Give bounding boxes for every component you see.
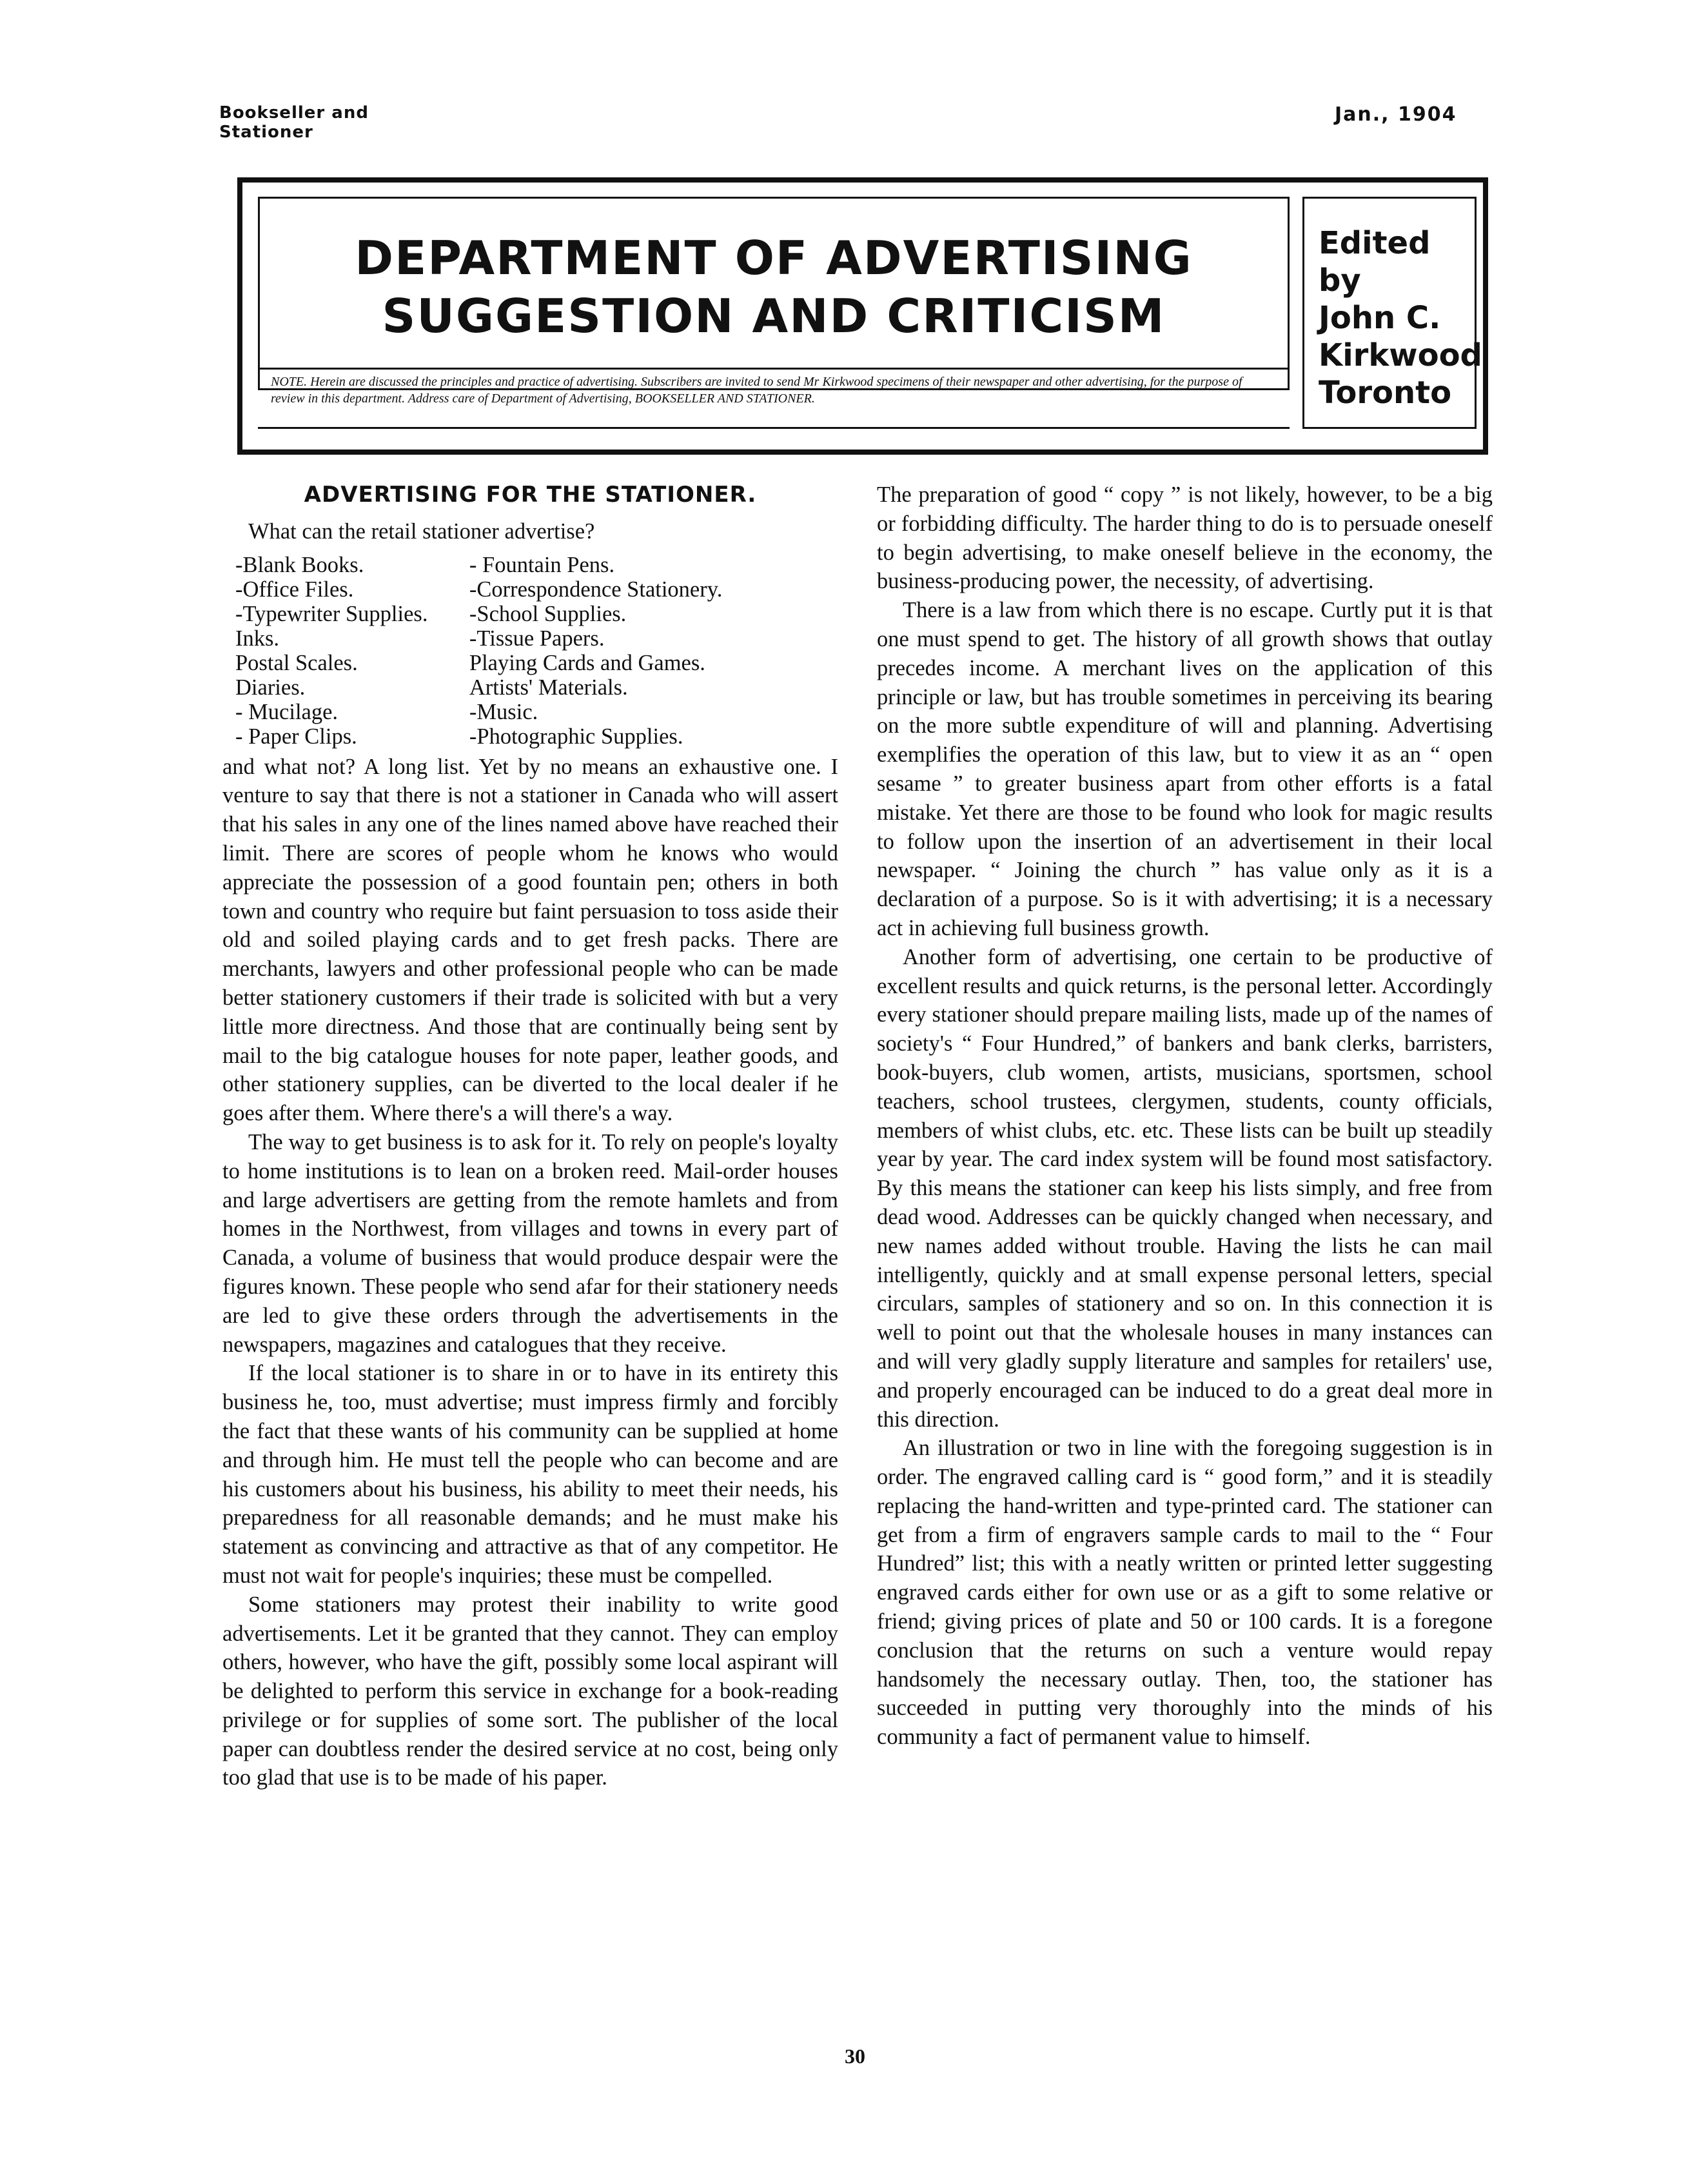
list-item: -School Supplies.: [469, 601, 627, 626]
list-row: [222, 675, 838, 700]
article-paragraph: If the local stationer is to share in or to have in its entirety this business he, too, must advertise; must impress firmly and forcibly the fact that these wants of his community can be supplied at home and through him. He must tell the people who can become and are his customers about his business, his ability to meet their needs, his preparedness for all reasonable demands; and he must make his statement as convincing and attractive as that of any competitor. He must not wait for people's inquiries; these must be compelled.: [222, 1361, 838, 1588]
list-item: -Photographic Supplies.: [469, 724, 683, 749]
list-item: - Mucilage.: [235, 699, 339, 724]
running-head-publication: [219, 103, 369, 142]
article-paragraph: The preparation of good “ copy ” is not likely, however, to be a big or forbidding difficulty. The harder thing to do is to persuade oneself to begin advertising, to make oneself believe in the economy, the business-producing power, the necessity, of advertising.: [877, 482, 1493, 594]
list-item: -Tissue Papers.: [469, 626, 605, 651]
list-item: Diaries.: [235, 675, 306, 700]
running-head-line-2: Stationer: [219, 123, 313, 142]
list-row: [222, 724, 838, 749]
right-paragraphs: [877, 480, 1493, 1752]
article-paragraph: The way to get business is to ask for it. To rely on people's loyalty to home institutions is to lean on a broken reed. Mail-order houses and large advertisers are getting from the remote hamlets and from homes in the Northwest, from villages and towns in every part of Canada, a volume of business that would produce despair were the figures known. These people who send afar for their stationery needs are led to give these orders through the advertisements in the newspapers, magazines and catalogues that they receive.: [222, 1129, 838, 1357]
editor-line-1: Edited by: [1319, 225, 1431, 299]
list-row: [222, 602, 838, 626]
department-title-box: [258, 197, 1290, 390]
list-item: - Paper Clips.: [235, 724, 357, 749]
list-item: -Correspondence Stationery.: [469, 577, 723, 602]
list-row: [222, 651, 838, 675]
list-row: [222, 577, 838, 602]
list-item: -Music.: [469, 699, 538, 724]
article-column-right: [877, 480, 1493, 1752]
article-intro: What can the retail stationer advertise?: [248, 519, 595, 544]
list-item: Artists' Materials.: [469, 675, 628, 700]
left-paragraphs: [222, 753, 838, 1793]
article-paragraph: There is a law from which there is no escape. Curtly put it is that one must spend to get. The history of all growth shows that outlay precedes income. A merchant lives on the application of this principle or law, but has trouble sometimes in perceiving its bearing on the more subtle expenditure of will and planning. Advertising exemplifies the operation of this law, but to view it as an “ open sesame ” to greater business apart from other efforts is a fatal mistake. Yet there are those to be found who look for magic results to follow upon the insertion of an advertisement in their local newspaper. “ Joining the church ” has value only as it is a declaration of a purpose. So is it with advertising; it is a necessary act in achieving full business growth.: [877, 598, 1493, 940]
editor-credit: [1302, 197, 1482, 429]
article-paragraph: and what not? A long list. Yet by no means an exhaustive one. I venture to say that there is not a stationer in Canada who will assert that his sales in any one of the lines named above have reached their limit. There are scores of people whom he knows who would appreciate the possession of a good fountain pen; others in both town and country who require but faint persuasion to toss aside their old and soiled playing cards and to get fresh packs. There are merchants, lawyers and other professional people who can be made better stationery customers if their trade is solicited with but a very little more directness. And those that are continually being sent by mail to the big catalogue houses for note paper, leather goods, and other stationery supplies, can be diverted to the local dealer if he goes after them. Where there's a will there's a way.: [222, 754, 838, 1126]
list-item: -Typewriter Supplies.: [235, 601, 428, 626]
article-paragraph: An illustration or two in line with the foregoing suggestion is in order. The engraved calling card is “ good form,” and it is steadily replacing the hand-written and type-printed card. The stationer can get from a firm of engravers sample cards to mail to the “ Four Hundred” list; this with a neatly written or printed letter suggesting engraved cards either for own use or as a gift to some relative or friend; giving prices of plate and 50 or 100 cards. It is a foregone conclusion that the returns on such a venture would repay handsomely the necessary outlay. Then, too, the stationer has succeeded in putting very thoroughly into the minds of his community a fact of permanent value to himself.: [877, 1436, 1493, 1750]
list-item: - Fountain Pens.: [469, 552, 615, 577]
running-head-date: Jan., 1904: [1335, 103, 1457, 126]
list-row: [222, 553, 838, 577]
list-row: [222, 700, 838, 724]
article-heading: ADVERTISING FOR THE STATIONER.: [304, 482, 757, 508]
running-head-line-1: Bookseller and: [219, 103, 369, 123]
department-title-line-1: DEPARTMENT OF ADVERTISING: [355, 231, 1193, 285]
list-item: -Blank Books.: [235, 552, 364, 577]
department-title-line-2: SUGGESTION AND CRITICISM: [382, 289, 1166, 343]
editor-line-4: Toronto: [1319, 375, 1452, 411]
page-number: 30: [845, 2044, 865, 2068]
list-item: -Office Files.: [235, 577, 354, 602]
article-paragraph: Another form of advertising, one certain to be productive of excellent results and quick returns, is the personal letter. Accordingly every stationer should prepare mailing lists, made up of the names of society's “ Four Hundred,” of bankers and bank clerks, barristers, book-buyers, club women, artists, musicians, sportsmen, school teachers, school trustees, clergymen, students, county officials, members of whist clubs, etc. etc. These lists can be built up steadily year by year. The card index system will be found most satisfactory. By this means the stationer can keep his lists simply, and free from dead wood. Addresses can be quickly changed when necessary, and new names added without trouble. Having the lists he can mail intelligently, quickly and at small expense personal letters, special circulars, samples of stationery and so on. In this connection it is well to point out that the wholesale houses in many instances can and will very gladly supply literature and samples for retailers' use, and properly encouraged can be induced to do a great deal more in this direction.: [877, 944, 1493, 1432]
stationery-list: [222, 553, 838, 749]
list-item: Playing Cards and Games.: [469, 650, 705, 675]
list-item: Postal Scales.: [235, 650, 358, 675]
article-paragraph: Some stationers may protest their inability to write good advertisements. Let it be granted that they cannot. They can employ others, however, who have the gift, possibly some local aspirant will be delighted to perform this service in exchange for a book-reading privilege or for supplies of some sort. The publisher of the local paper can doubtless render the desired service at no cost, being only too glad that use is to be made of his paper.: [222, 1592, 838, 1790]
list-item: Inks.: [235, 626, 280, 651]
editor-line-2: John C.: [1319, 300, 1441, 336]
editor-line-3: Kirkwood: [1319, 337, 1482, 373]
department-note: NOTE. Herein are discussed the principles and practice of advertising. Subscribers are invited to send Mr Kirkwood specimens of their newspaper and other advertising, for the purpose of review in this department. Address care of Department of Advertising, BOOKSELLER AND STATIONER.: [258, 368, 1290, 429]
list-row: [222, 626, 838, 651]
article-column-left: [222, 480, 838, 1792]
